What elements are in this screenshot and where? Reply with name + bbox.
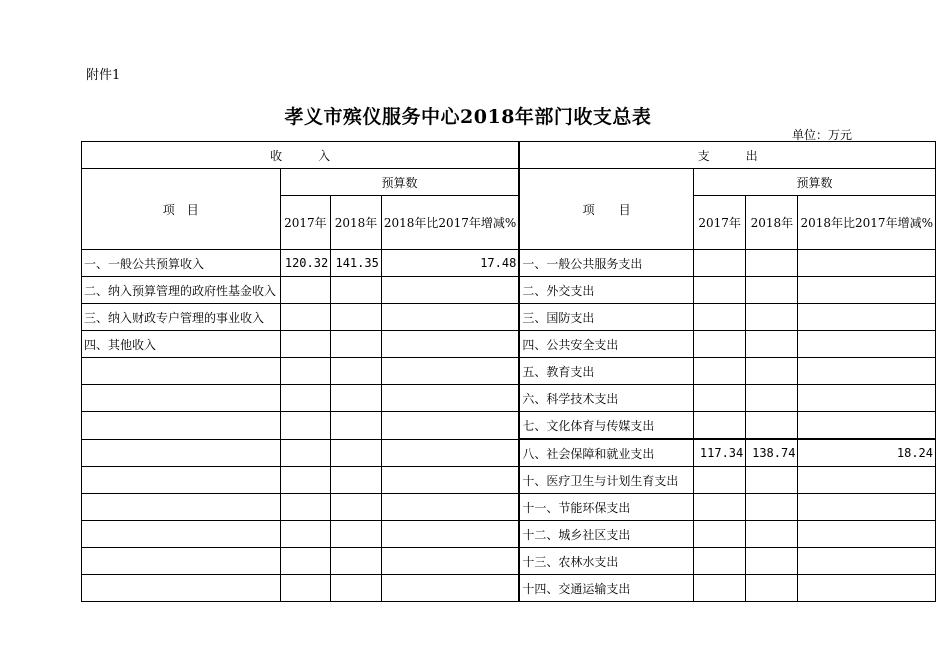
income-item-cell	[82, 575, 281, 602]
expense-change-cell	[798, 575, 936, 602]
income-item-cell	[82, 521, 281, 548]
table-row	[82, 304, 936, 331]
income-item-cell: 二、纳入预算管理的政府性基金收入	[82, 277, 281, 304]
table-row	[82, 439, 936, 467]
table-row	[82, 358, 936, 385]
expense-item-cell: 十三、农林水支出	[519, 548, 693, 575]
income-2018-cell	[331, 467, 382, 494]
expense-col-change: 2018年比2017年增减%	[798, 196, 936, 250]
expense-2017-cell	[694, 575, 746, 602]
table-row	[82, 250, 936, 277]
page-title: 孝义市殡仪服务中心2018年部门收支总表	[284, 106, 652, 128]
income-2017-cell	[280, 521, 331, 548]
expense-2018-cell	[746, 277, 798, 304]
income-col-change: 2018年比2017年增减%	[381, 196, 519, 250]
income-2017-cell	[280, 494, 331, 521]
expense-2017-cell	[694, 331, 746, 358]
income-2017-cell	[280, 358, 331, 385]
unit-label: 单位：万元	[791, 128, 852, 142]
income-2017-cell	[280, 412, 331, 440]
income-item-cell: 一、一般公共预算收入	[82, 250, 281, 277]
income-2017-cell	[280, 277, 331, 304]
expense-item-cell: 十、医疗卫生与计划生育支出	[519, 467, 693, 494]
income-2018-cell	[331, 304, 382, 331]
expense-change-cell	[798, 277, 936, 304]
expense-2017-cell	[694, 467, 746, 494]
expense-budget-header: 预算数	[694, 169, 936, 196]
column-header-row-1	[82, 169, 936, 196]
income-2017-cell	[280, 304, 331, 331]
section-header-row	[82, 142, 936, 169]
income-item-cell	[82, 385, 281, 412]
income-2018-cell	[331, 494, 382, 521]
income-item-cell	[82, 467, 281, 494]
income-change-cell	[381, 412, 519, 440]
expense-item-cell: 五、教育支出	[519, 358, 693, 385]
income-2018-cell	[331, 358, 382, 385]
expense-change-cell	[798, 385, 936, 412]
expense-change-cell	[798, 250, 936, 277]
expense-item-cell: 四、公共安全支出	[519, 331, 693, 358]
expense-2017-cell	[694, 385, 746, 412]
table-row	[82, 521, 936, 548]
income-2018-cell	[331, 277, 382, 304]
expense-2018-cell	[746, 385, 798, 412]
expense-item-cell: 八、社会保障和就业支出	[519, 439, 693, 467]
expense-2018-cell	[746, 358, 798, 385]
expense-change-cell	[798, 304, 936, 331]
expense-2017-cell	[694, 548, 746, 575]
income-change-cell	[381, 358, 519, 385]
income-2017-cell: 120.32	[280, 250, 331, 277]
expense-col-2017: 2017年	[694, 196, 746, 250]
table-row	[82, 331, 936, 358]
expense-item-cell: 六、科学技术支出	[519, 385, 693, 412]
income-2018-cell	[331, 548, 382, 575]
income-item-cell	[82, 439, 281, 467]
income-2017-cell	[280, 331, 331, 358]
expense-change-cell	[798, 331, 936, 358]
expense-2018-cell	[746, 575, 798, 602]
expense-change-cell	[798, 521, 936, 548]
income-2017-cell	[280, 548, 331, 575]
income-item-cell	[82, 358, 281, 385]
expense-2017-cell	[694, 412, 746, 440]
expense-2018-cell	[746, 521, 798, 548]
expense-2018-cell	[746, 250, 798, 277]
table-row	[82, 494, 936, 521]
expense-change-cell	[798, 358, 936, 385]
expense-change-cell	[798, 467, 936, 494]
table-row	[82, 548, 936, 575]
expense-item-header: 项 目	[519, 169, 693, 250]
expense-2018-cell	[746, 494, 798, 521]
income-2018-cell	[331, 521, 382, 548]
income-col-2017: 2017年	[280, 196, 331, 250]
table-body	[82, 250, 936, 602]
income-item-cell	[82, 548, 281, 575]
table-row	[82, 277, 936, 304]
income-change-cell	[381, 548, 519, 575]
income-item-cell	[82, 412, 281, 440]
income-2018-cell	[331, 385, 382, 412]
table-row	[82, 467, 936, 494]
income-2017-cell	[280, 439, 331, 467]
expense-2017-cell	[694, 250, 746, 277]
expense-2017-cell	[694, 358, 746, 385]
table-row	[82, 575, 936, 602]
income-change-cell	[381, 521, 519, 548]
expense-2018-cell	[746, 331, 798, 358]
income-change-cell	[381, 304, 519, 331]
income-2018-cell	[331, 439, 382, 467]
expense-change-cell	[798, 548, 936, 575]
income-budget-header: 预算数	[280, 169, 519, 196]
expense-2018-cell	[746, 548, 798, 575]
expense-2017-cell	[694, 494, 746, 521]
expense-2017-cell	[694, 521, 746, 548]
attachment-label: 附件1	[86, 68, 121, 83]
income-change-cell	[381, 385, 519, 412]
income-item-cell: 四、其他收入	[82, 331, 281, 358]
income-2017-cell	[280, 575, 331, 602]
expense-item-cell: 十二、城乡社区支出	[519, 521, 693, 548]
expense-item-cell: 七、文化体育与传媒支出	[519, 412, 693, 440]
expense-section-header: 支 出	[519, 142, 935, 169]
expense-2018-cell	[746, 304, 798, 331]
expense-item-cell: 三、国防支出	[519, 304, 693, 331]
income-2017-cell	[280, 385, 331, 412]
expense-item-cell: 十一、节能环保支出	[519, 494, 693, 521]
income-change-cell	[381, 277, 519, 304]
income-2018-cell	[331, 575, 382, 602]
expense-item-cell: 二、外交支出	[519, 277, 693, 304]
income-2018-cell	[331, 412, 382, 440]
expense-item-cell: 一、一般公共服务支出	[519, 250, 693, 277]
income-change-cell	[381, 494, 519, 521]
expense-2018-cell: 138.74	[746, 439, 798, 467]
income-2017-cell	[280, 467, 331, 494]
income-item-cell: 三、纳入财政专户管理的事业收入	[82, 304, 281, 331]
income-2018-cell: 141.35	[331, 250, 382, 277]
income-col-2018: 2018年	[331, 196, 382, 250]
table-row	[82, 385, 936, 412]
expense-2017-cell: 117.34	[694, 439, 746, 467]
expense-2017-cell	[694, 304, 746, 331]
income-change-cell	[381, 331, 519, 358]
expense-col-2018: 2018年	[746, 196, 798, 250]
expense-2018-cell	[746, 467, 798, 494]
expense-change-cell	[798, 412, 936, 440]
expense-change-cell: 18.24	[798, 439, 936, 467]
income-item-header: 项 目	[82, 169, 281, 250]
income-change-cell	[381, 575, 519, 602]
expense-item-cell: 十四、交通运输支出	[519, 575, 693, 602]
income-item-cell	[82, 494, 281, 521]
income-section-header: 收 入	[82, 142, 520, 169]
income-change-cell	[381, 439, 519, 467]
expense-change-cell	[798, 494, 936, 521]
expense-2017-cell	[694, 277, 746, 304]
table-row	[82, 412, 936, 440]
income-change-cell: 17.48	[381, 250, 519, 277]
expense-2018-cell	[746, 412, 798, 440]
income-2018-cell	[331, 331, 382, 358]
budget-summary-table	[81, 141, 936, 602]
income-change-cell	[381, 467, 519, 494]
